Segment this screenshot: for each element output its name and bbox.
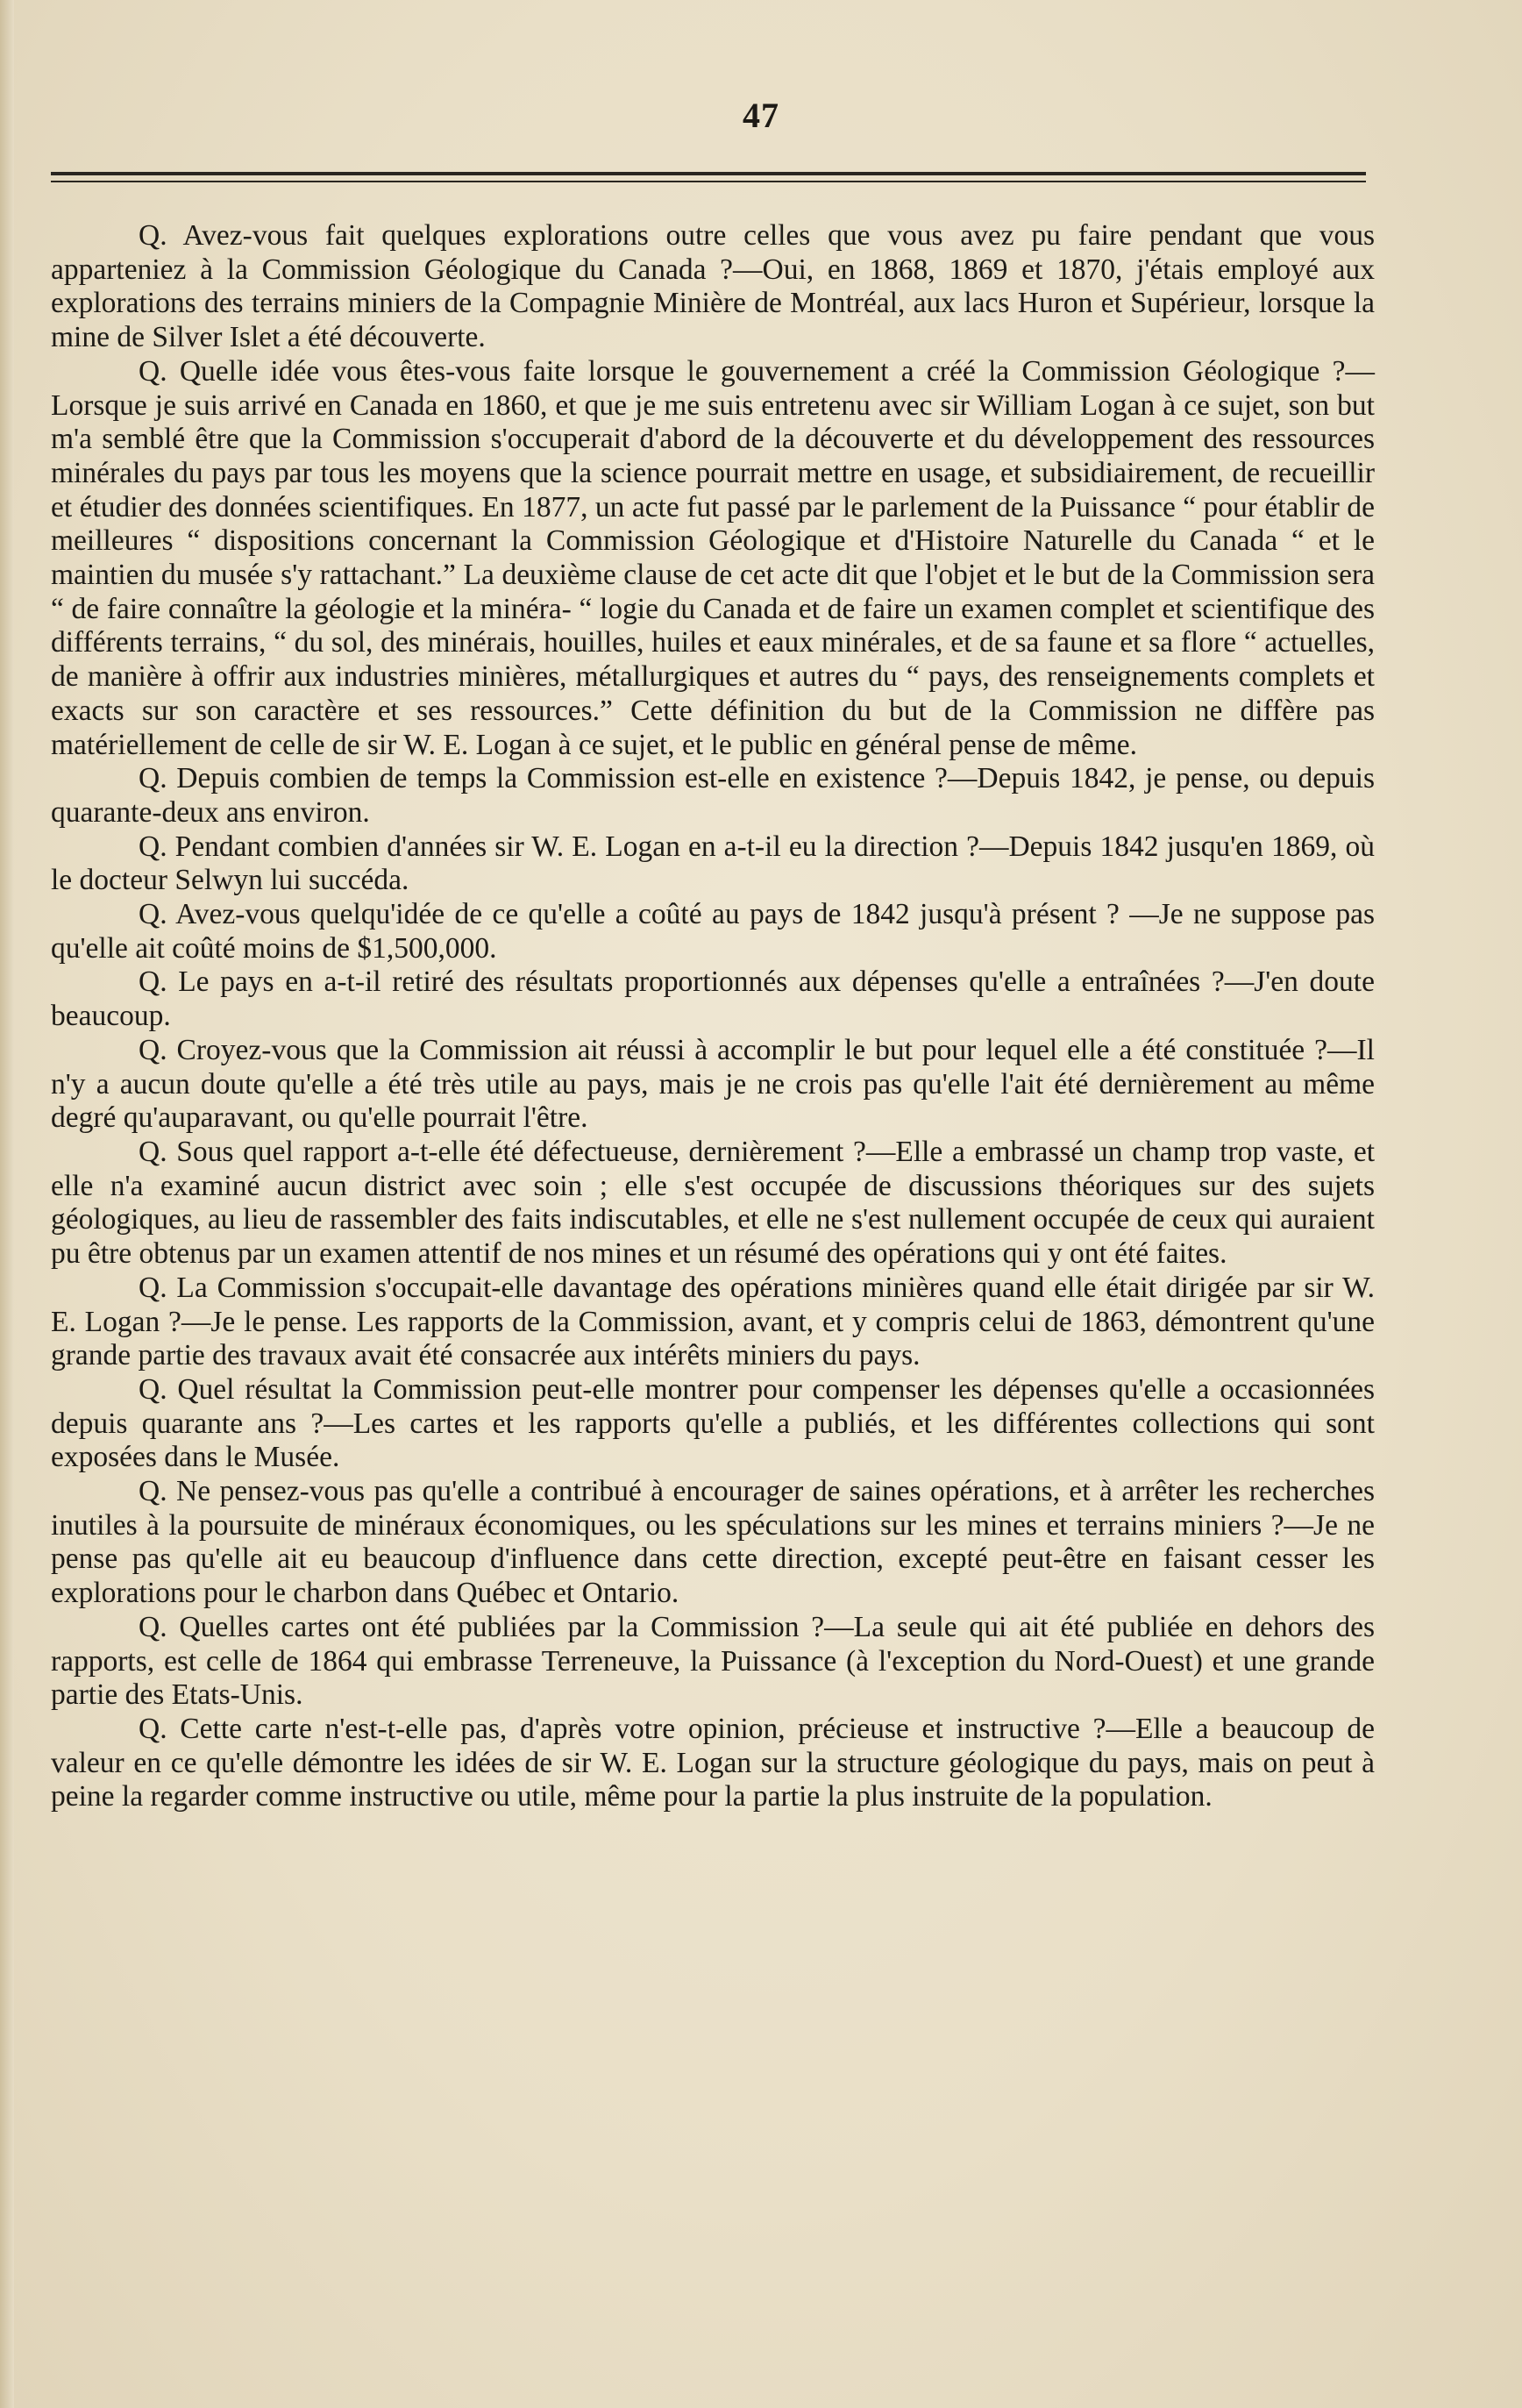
qa-paragraph-mining-operations: Q. La Commission s'occupait-elle davantage des opérations minières quand elle était dirigée par sir W. E. Logan ?—Je le pense. Les rapports de la Commission, avant, et y compris celui de 1863, démontrent qu'une grande partie des travaux avait été consacrée aux intérêts miniers du pays. <box>51 1271 1375 1372</box>
qa-paragraph-defects: Q. Sous quel rapport a-t-elle été défectueuse, dernièrement ?—Elle a embrassé un champ trop vaste, et elle n'a examiné aucun district avec soin ; elle s'est occupée de discussions théoriques sur des sujets géologiques, au lieu de rassembler des faits indiscutables, et elle ne s'est nullement occupée de ceux qui auraient pu être obtenus par un examen attentif de nos mines et un résumé des opérations qui y ont été faites. <box>51 1135 1375 1271</box>
header-rule-thick <box>51 172 1366 175</box>
qa-paragraph-idea-commission: Q. Quelle idée vous êtes-vous faite lorsque le gouvernement a créé la Commission Géologique ?—Lorsque je suis arrivé en Canada en 1860, et que je me suis entretenu avec sir William Logan à ce sujet, son but m'a semblé être que la Commission s'occuperait d'abord de la découverte et du développement des ressources minérales du pays par tous les moyens que la science pourrait mettre en usage, et subsidiairement, de recueillir et étudier des données scientifiques. En 1877, un acte fut passé par le parlement de la Puissance “ pour établir de meilleures “ dispositions concernant la Commission Géologique et d'Histoire Naturelle du Canada “ et le maintien du musée s'y rattachant.” La deuxième clause de cet acte dit que l'objet et le but de la Commission sera “ de faire connaître la géologie et la minéra- “ logie du Canada et de faire un examen complet et scientifique des différents terrains, “ du sol, des minérais, houilles, huiles et eaux minérales, et de sa faune et sa flore “ actuelles, de manière à offrir aux industries minières, métallurgiques et autres du “ pays, des renseignements complets et exacts sur son caractère et ses ressources.” Cette définition du but de la Commission ne diffère pas matériellement de celle de sir W. E. Logan à ce sujet, et le public en général pense de même. <box>51 354 1375 761</box>
qa-paragraph-influence: Q. Ne pensez-vous pas qu'elle a contribué à encourager de saines opérations, et à arrêter les recherches inutiles à la poursuite de minéraux économiques, ou les spéculations sur les mines et terrains miniers ?—Je ne pense pas qu'elle ait eu beaucoup d'influence dans cette direction, excepté peut-être en faisant cesser les explorations pour le charbon dans Québec et Ontario. <box>51 1475 1375 1610</box>
qa-paragraph-logan-direction: Q. Pendant combien d'années sir W. E. Logan en a-t-il eu la direction ?—Depuis 1842 jusqu'en 1869, où le docteur Selwyn lui succéda. <box>51 830 1375 897</box>
qa-paragraph-existence: Q. Depuis combien de temps la Commission est-elle en existence ?—Depuis 1842, je pense, ou depuis quarante-deux ans environ. <box>51 762 1375 829</box>
page-binding-edge <box>0 0 14 2408</box>
qa-paragraph-maps: Q. Quelles cartes ont été publiées par la Commission ?—La seule qui ait été publiée en dehors des rapports, est celle de 1864 qui embrasse Terreneuve, la Puissance (à l'exception du Nord-Ouest) et une grande partie des Etats-Unis. <box>51 1610 1375 1712</box>
qa-paragraph-explorations: Q. Avez-vous fait quelques explorations outre celles que vous avez pu faire pendant que vous apparteniez à la Commission Géologique du Canada ?—Oui, en 1868, 1869 et 1870, j'étais employé aux explorations des terrains miniers de la Compagnie Minière de Montréal, aux lacs Huron et Supérieur, lorsque la mine de Silver Islet a été découverte. <box>51 219 1375 354</box>
qa-paragraph-results: Q. Le pays en a-t-il retiré des résultats proportionnés aux dépenses qu'elle a entraînées ?—J'en doute beaucoup. <box>51 965 1375 1033</box>
qa-paragraph-map-value: Q. Cette carte n'est-t-elle pas, d'après votre opinion, précieuse et instructive ?—Elle a beaucoup de valeur en ce qu'elle démontre les idées de sir W. E. Logan sur la structure géologique du pays, mais on peut à peine la regarder comme instructive ou utile, même pour la partie la plus instruite de la population. <box>51 1712 1375 1813</box>
body-text <box>51 219 1375 1814</box>
page-number: 47 <box>743 96 779 135</box>
qa-paragraph-compensation: Q. Quel résultat la Commission peut-elle montrer pour compenser les dépenses qu'elle a occasionnées depuis quarante ans ?—Les cartes et les rapports qu'elle a publiés, et les différentes collections qui sont exposées dans le Musée. <box>51 1372 1375 1474</box>
header-rule-thin <box>51 181 1366 182</box>
qa-paragraph-success: Q. Croyez-vous que la Commission ait réussi à accomplir le but pour lequel elle a été constituée ?—Il n'y a aucun doute qu'elle a été très utile au pays, mais je ne crois pas qu'elle l'ait été dernièrement au même degré qu'auparavant, ou qu'elle pourrait l'être. <box>51 1033 1375 1135</box>
qa-paragraph-cost: Q. Avez-vous quelqu'idée de ce qu'elle a coûté au pays de 1842 jusqu'à présent ? —Je ne suppose pas qu'elle ait coûté moins de $1,500,000. <box>51 898 1375 965</box>
